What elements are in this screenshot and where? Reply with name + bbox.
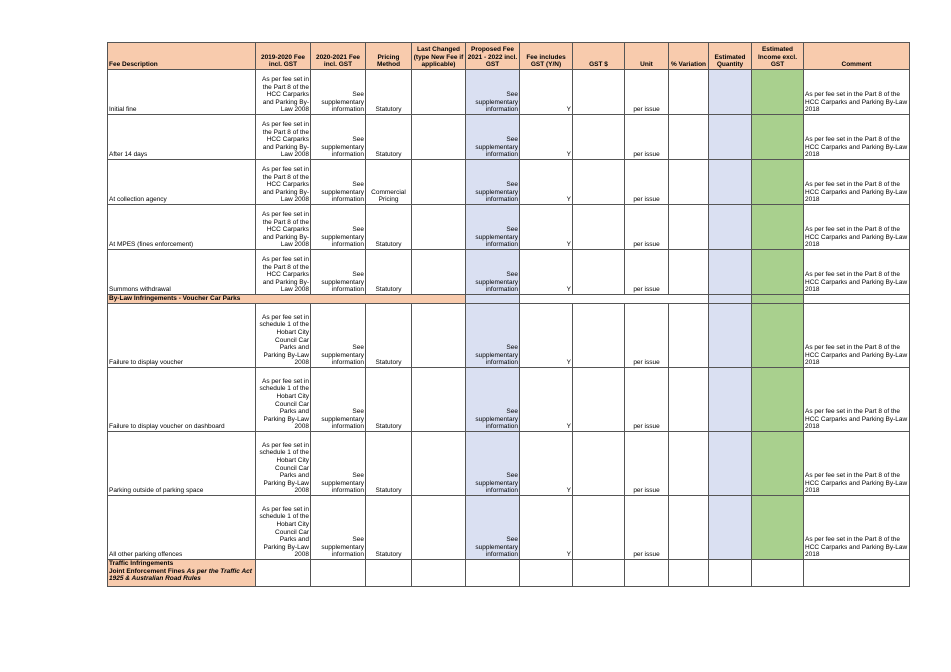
unit-cell: per issue <box>625 115 669 160</box>
last-changed-cell <box>412 205 466 250</box>
gst-cell <box>573 368 625 432</box>
gst-cell <box>573 115 625 160</box>
empty-cell <box>520 560 573 587</box>
last-changed-cell <box>412 368 466 432</box>
last-changed-cell <box>412 496 466 560</box>
header-proposed-fee: Proposed Fee 2021 - 2022 incl. GST <box>466 43 520 70</box>
fees-table <box>107 42 910 587</box>
fee-2019-cell: As per fee set in schedule 1 of the Hobart City Council Car Parks and Parking By-Law 2008 <box>256 368 311 432</box>
est-quantity-cell <box>709 115 752 160</box>
pricing-method-cell: Statutory <box>366 496 412 560</box>
gst-cell <box>573 250 625 295</box>
fee-2019-cell: As per fee set in schedule 1 of the Hobart City Council Car Parks and Parking By-Law 2008 <box>256 496 311 560</box>
fee-2020-cell: See supplementary information <box>311 250 366 295</box>
header-fee-description: Fee Description <box>108 43 256 70</box>
est-quantity-cell <box>709 368 752 432</box>
header-gst: GST $ <box>573 43 625 70</box>
fee-2019-cell: As per fee set in the Part 8 of the HCC Carparks and Parking By-Law 2008 <box>256 205 311 250</box>
empty-cell <box>311 560 366 587</box>
unit-cell: per issue <box>625 368 669 432</box>
joint-label-b: As per the Traffic Act 1925 & Australian Road Rules <box>109 567 252 583</box>
table-row <box>108 115 910 160</box>
empty-cell <box>466 560 520 587</box>
est-quantity-cell <box>709 160 752 205</box>
joint-label-a: Joint Enforcement Fines <box>109 567 187 575</box>
header-includes-gst: Fee includes GST (Y/N) <box>520 43 573 70</box>
table-row <box>108 70 910 115</box>
est-income-cell <box>752 205 804 250</box>
gst-cell <box>573 432 625 496</box>
fee-description-cell: Initial fine <box>108 70 256 115</box>
header-est-quantity: Estimated Quantity <box>709 43 752 70</box>
empty-cell <box>412 560 466 587</box>
gst-cell <box>573 70 625 115</box>
variation-cell <box>669 250 709 295</box>
gst-cell <box>573 304 625 368</box>
fee-2020-cell: See supplementary information <box>311 368 366 432</box>
unit-cell: per issue <box>625 304 669 368</box>
pricing-method-cell: Statutory <box>366 368 412 432</box>
comment-cell: As per fee set in the Part 8 of the HCC Carparks and Parking By-Law 2018 <box>804 160 910 205</box>
section-cell <box>520 295 709 304</box>
pricing-method-cell: Commercial Pricing <box>366 160 412 205</box>
proposed-fee-cell: See supplementary information <box>466 250 520 295</box>
last-changed-cell <box>412 160 466 205</box>
proposed-fee-cell: See supplementary information <box>466 496 520 560</box>
fee-description-cell: After 14 days <box>108 115 256 160</box>
fee-description-cell: Failure to display voucher <box>108 304 256 368</box>
pricing-method-cell: Statutory <box>366 304 412 368</box>
header-est-income: Estimated Income excl. GST <box>752 43 804 70</box>
proposed-fee-cell: See supplementary information <box>466 304 520 368</box>
fee-2020-cell: See supplementary information <box>311 304 366 368</box>
variation-cell <box>669 115 709 160</box>
header-last-changed: Last Changed (type New Fee if applicable) <box>412 43 466 70</box>
header-fee-2020: 2020-2021 Fee incl. GST <box>311 43 366 70</box>
fee-2019-cell: As per fee set in the Part 8 of the HCC Carparks and Parking By-Law 2008 <box>256 70 311 115</box>
fee-2019-cell: As per fee set in schedule 1 of the Hobart City Council Car Parks and Parking By-Law 2008 <box>256 432 311 496</box>
last-changed-cell <box>412 250 466 295</box>
est-income-cell <box>752 304 804 368</box>
fee-description-cell: Parking outside of parking space <box>108 432 256 496</box>
unit-cell: per issue <box>625 250 669 295</box>
section-cell <box>752 295 804 304</box>
includes-gst-cell: Y <box>520 70 573 115</box>
section-cell <box>466 295 520 304</box>
includes-gst-cell: Y <box>520 115 573 160</box>
comment-cell: As per fee set in the Part 8 of the HCC Carparks and Parking By-Law 2018 <box>804 304 910 368</box>
fee-description-cell: Failure to display voucher on dashboard <box>108 368 256 432</box>
comment-cell: As per fee set in the Part 8 of the HCC Carparks and Parking By-Law 2018 <box>804 250 910 295</box>
fee-2019-cell: As per fee set in schedule 1 of the Hobart City Council Car Parks and Parking By-Law 2008 <box>256 304 311 368</box>
fee-2019-cell: As per fee set in the Part 8 of the HCC Carparks and Parking By-Law 2008 <box>256 250 311 295</box>
pricing-method-cell: Statutory <box>366 250 412 295</box>
last-changed-cell <box>412 70 466 115</box>
variation-cell <box>669 304 709 368</box>
est-quantity-cell <box>709 304 752 368</box>
est-quantity-cell <box>709 70 752 115</box>
section-title-voucher: By-Law Infringements - Voucher Car Parks <box>108 295 466 304</box>
includes-gst-cell: Y <box>520 250 573 295</box>
unit-cell: per issue <box>625 496 669 560</box>
comment-cell: As per fee set in the Part 8 of the HCC Carparks and Parking By-Law 2018 <box>804 70 910 115</box>
header-variation: % Variation <box>669 43 709 70</box>
section-row-voucher <box>108 295 910 304</box>
proposed-fee-cell: See supplementary information <box>466 70 520 115</box>
empty-cell <box>709 560 752 587</box>
header-pricing-method: Pricing Method <box>366 43 412 70</box>
fee-2020-cell: See supplementary information <box>311 432 366 496</box>
table-row <box>108 304 910 368</box>
includes-gst-cell: Y <box>520 304 573 368</box>
pricing-method-cell: Statutory <box>366 432 412 496</box>
table-row <box>108 250 910 295</box>
variation-cell <box>669 368 709 432</box>
fee-description-cell: At collection agency <box>108 160 256 205</box>
traffic-label: Traffic Infringements <box>109 560 174 567</box>
section-cell <box>709 295 752 304</box>
est-quantity-cell <box>709 205 752 250</box>
fee-2019-cell: As per fee set in the Part 8 of the HCC Carparks and Parking By-Law 2008 <box>256 115 311 160</box>
pricing-method-cell: Statutory <box>366 70 412 115</box>
section-title-traffic <box>108 560 256 587</box>
comment-cell: As per fee set in the Part 8 of the HCC Carparks and Parking By-Law 2018 <box>804 115 910 160</box>
est-quantity-cell <box>709 496 752 560</box>
est-income-cell <box>752 115 804 160</box>
fee-2020-cell: See supplementary information <box>311 205 366 250</box>
section-row-traffic <box>108 560 910 587</box>
est-income-cell <box>752 432 804 496</box>
section-cell <box>804 295 910 304</box>
header-comment: Comment <box>804 43 910 70</box>
empty-cell <box>366 560 412 587</box>
unit-cell: per issue <box>625 160 669 205</box>
pricing-method-cell: Statutory <box>366 115 412 160</box>
includes-gst-cell: Y <box>520 368 573 432</box>
empty-cell <box>752 560 804 587</box>
table-body-voucher <box>108 304 910 560</box>
header-fee-2019: 2019-2020 Fee incl. GST <box>256 43 311 70</box>
unit-cell: per issue <box>625 70 669 115</box>
proposed-fee-cell: See supplementary information <box>466 368 520 432</box>
fee-description-cell: Summons withdrawal <box>108 250 256 295</box>
includes-gst-cell: Y <box>520 432 573 496</box>
joint-label <box>109 568 254 583</box>
est-income-cell <box>752 70 804 115</box>
fee-description-cell: At MPES (fines enforcement) <box>108 205 256 250</box>
table-row <box>108 368 910 432</box>
fee-2020-cell: See supplementary information <box>311 160 366 205</box>
unit-cell: per issue <box>625 432 669 496</box>
last-changed-cell <box>412 115 466 160</box>
est-quantity-cell <box>709 432 752 496</box>
est-income-cell <box>752 368 804 432</box>
comment-cell: As per fee set in the Part 8 of the HCC Carparks and Parking By-Law 2018 <box>804 205 910 250</box>
table-row <box>108 496 910 560</box>
empty-cell <box>804 560 910 587</box>
est-quantity-cell <box>709 250 752 295</box>
table-body-bylaw <box>108 70 910 295</box>
est-income-cell <box>752 160 804 205</box>
est-income-cell <box>752 496 804 560</box>
proposed-fee-cell: See supplementary information <box>466 115 520 160</box>
includes-gst-cell: Y <box>520 496 573 560</box>
proposed-fee-cell: See supplementary information <box>466 205 520 250</box>
comment-cell: As per fee set in the Part 8 of the HCC Carparks and Parking By-Law 2018 <box>804 432 910 496</box>
est-income-cell <box>752 250 804 295</box>
unit-cell: per issue <box>625 205 669 250</box>
empty-cell <box>625 560 669 587</box>
last-changed-cell <box>412 432 466 496</box>
fee-2020-cell: See supplementary information <box>311 115 366 160</box>
includes-gst-cell: Y <box>520 205 573 250</box>
proposed-fee-cell: See supplementary information <box>466 160 520 205</box>
empty-cell <box>669 560 709 587</box>
variation-cell <box>669 160 709 205</box>
pricing-method-cell: Statutory <box>366 205 412 250</box>
header-unit: Unit <box>625 43 669 70</box>
variation-cell <box>669 496 709 560</box>
variation-cell <box>669 432 709 496</box>
header-row <box>108 43 910 70</box>
empty-cell <box>256 560 311 587</box>
fee-2020-cell: See supplementary information <box>311 70 366 115</box>
table-row <box>108 205 910 250</box>
fee-2020-cell: See supplementary information <box>311 496 366 560</box>
fee-description-cell: All other parking offences <box>108 496 256 560</box>
variation-cell <box>669 70 709 115</box>
table-row <box>108 160 910 205</box>
gst-cell <box>573 496 625 560</box>
fee-2019-cell: As per fee set in the Part 8 of the HCC Carparks and Parking By-Law 2008 <box>256 160 311 205</box>
gst-cell <box>573 160 625 205</box>
table-row <box>108 432 910 496</box>
last-changed-cell <box>412 304 466 368</box>
comment-cell: As per fee set in the Part 8 of the HCC Carparks and Parking By-Law 2018 <box>804 496 910 560</box>
proposed-fee-cell: See supplementary information <box>466 432 520 496</box>
empty-cell <box>573 560 625 587</box>
includes-gst-cell: Y <box>520 160 573 205</box>
gst-cell <box>573 205 625 250</box>
variation-cell <box>669 205 709 250</box>
comment-cell: As per fee set in the Part 8 of the HCC Carparks and Parking By-Law 2018 <box>804 368 910 432</box>
